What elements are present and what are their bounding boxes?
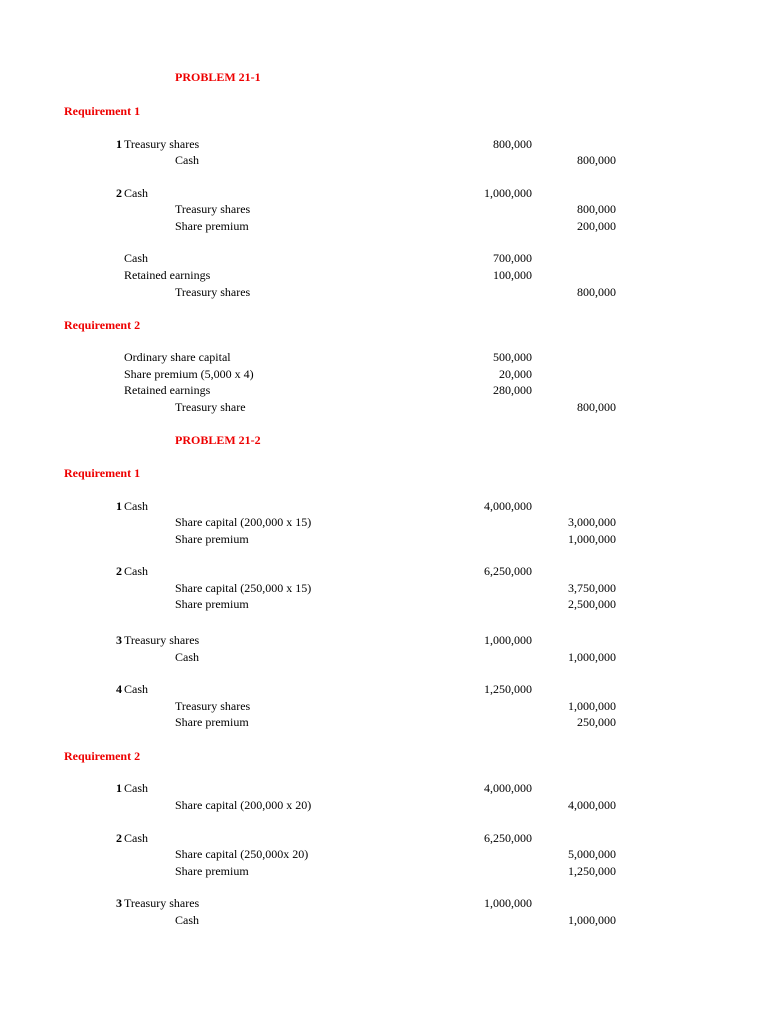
debit-amount: 500,000 [493, 350, 532, 364]
problem-title: PROBLEM 21-2 [175, 433, 261, 447]
requirement-heading: Requirement 1 [64, 104, 141, 118]
journal-line [0, 895, 768, 911]
account-name: Share premium (5,000 x 4) [124, 367, 254, 381]
entry-number: 2 [116, 186, 122, 200]
account-name: Share capital (250,000x 20) [175, 847, 309, 861]
credit-amount: 1,000,000 [568, 699, 616, 713]
debit-amount: 20,000 [499, 367, 532, 381]
journal-line [0, 780, 768, 796]
journal-line [0, 681, 768, 697]
account-name: Cash [175, 153, 199, 167]
account-name: Ordinary share capital [124, 350, 231, 364]
journal-line [0, 498, 768, 514]
account-name: Cash [175, 650, 199, 664]
account-name: Cash [124, 781, 148, 795]
credit-amount: 800,000 [577, 285, 616, 299]
journal-line [0, 698, 768, 714]
account-name: Cash [124, 831, 148, 845]
journal-line [0, 563, 768, 579]
entry-number: 2 [116, 564, 122, 578]
account-name: Share premium [175, 864, 249, 878]
account-name: Cash [124, 186, 148, 200]
account-name: Cash [124, 564, 148, 578]
journal-line [0, 382, 768, 398]
entry-number: 1 [116, 781, 122, 795]
journal-line [0, 863, 768, 879]
journal-line [0, 580, 768, 596]
debit-amount: 6,250,000 [484, 564, 532, 578]
debit-amount: 1,000,000 [484, 633, 532, 647]
account-name: Treasury shares [124, 633, 200, 647]
credit-amount: 250,000 [577, 715, 616, 729]
journal-line [0, 514, 768, 530]
account-name: Share capital (200,000 x 15) [175, 515, 312, 529]
account-name: Share capital (200,000 x 20) [175, 798, 312, 812]
credit-amount: 200,000 [577, 219, 616, 233]
account-name: Retained earnings [124, 383, 211, 397]
problem-title: PROBLEM 21-1 [175, 70, 261, 84]
journal-line [0, 846, 768, 862]
journal-line [0, 185, 768, 201]
journal-line [0, 152, 768, 168]
account-name: Treasury shares [175, 202, 251, 216]
requirement-heading: Requirement 1 [64, 466, 141, 480]
journal-line [0, 349, 768, 365]
account-name: Share premium [175, 219, 249, 233]
account-name: Share premium [175, 715, 249, 729]
journal-line [0, 284, 768, 300]
credit-amount: 1,000,000 [568, 913, 616, 927]
requirement-heading: Requirement 2 [64, 318, 141, 332]
account-name: Cash [175, 913, 199, 927]
entry-number: 3 [116, 633, 122, 647]
entry-number: 3 [116, 896, 122, 910]
journal-line [0, 912, 768, 928]
debit-amount: 4,000,000 [484, 781, 532, 795]
credit-amount: 3,750,000 [568, 581, 616, 595]
account-name: Share capital (250,000 x 15) [175, 581, 312, 595]
entry-number: 1 [116, 499, 122, 513]
debit-amount: 1,250,000 [484, 682, 532, 696]
account-name: Share premium [175, 532, 249, 546]
debit-amount: 800,000 [493, 137, 532, 151]
account-name: Cash [124, 499, 148, 513]
account-name: Treasury shares [175, 285, 251, 299]
account-name: Retained earnings [124, 268, 211, 282]
debit-amount: 100,000 [493, 268, 532, 282]
debit-amount: 6,250,000 [484, 831, 532, 845]
credit-amount: 3,000,000 [568, 515, 616, 529]
entry-number: 2 [116, 831, 122, 845]
credit-amount: 4,000,000 [568, 798, 616, 812]
journal-line [0, 267, 768, 283]
journal-line [0, 596, 768, 612]
journal-line [0, 797, 768, 813]
account-name: Share premium [175, 597, 249, 611]
account-name: Treasury shares [175, 699, 251, 713]
account-name: Cash [124, 682, 148, 696]
credit-amount: 5,000,000 [568, 847, 616, 861]
journal-line [0, 366, 768, 382]
journal-line [0, 250, 768, 266]
journal-line [0, 632, 768, 648]
requirement-heading: Requirement 2 [64, 749, 141, 763]
credit-amount: 2,500,000 [568, 597, 616, 611]
debit-amount: 700,000 [493, 251, 532, 265]
journal-line [0, 531, 768, 547]
debit-amount: 4,000,000 [484, 499, 532, 513]
debit-amount: 1,000,000 [484, 186, 532, 200]
account-name: Cash [124, 251, 148, 265]
journal-line [0, 136, 768, 152]
credit-amount: 1,000,000 [568, 532, 616, 546]
entry-number: 4 [116, 682, 122, 696]
credit-amount: 800,000 [577, 400, 616, 414]
account-name: Treasury share [175, 400, 246, 414]
journal-line [0, 649, 768, 665]
credit-amount: 800,000 [577, 202, 616, 216]
journal-line [0, 830, 768, 846]
entry-number: 1 [116, 137, 122, 151]
journal-line [0, 714, 768, 730]
credit-amount: 1,000,000 [568, 650, 616, 664]
debit-amount: 280,000 [493, 383, 532, 397]
account-name: Treasury shares [124, 896, 200, 910]
account-name: Treasury shares [124, 137, 200, 151]
credit-amount: 800,000 [577, 153, 616, 167]
debit-amount: 1,000,000 [484, 896, 532, 910]
journal-line [0, 399, 768, 415]
credit-amount: 1,250,000 [568, 864, 616, 878]
journal-line [0, 201, 768, 217]
journal-line [0, 218, 768, 234]
